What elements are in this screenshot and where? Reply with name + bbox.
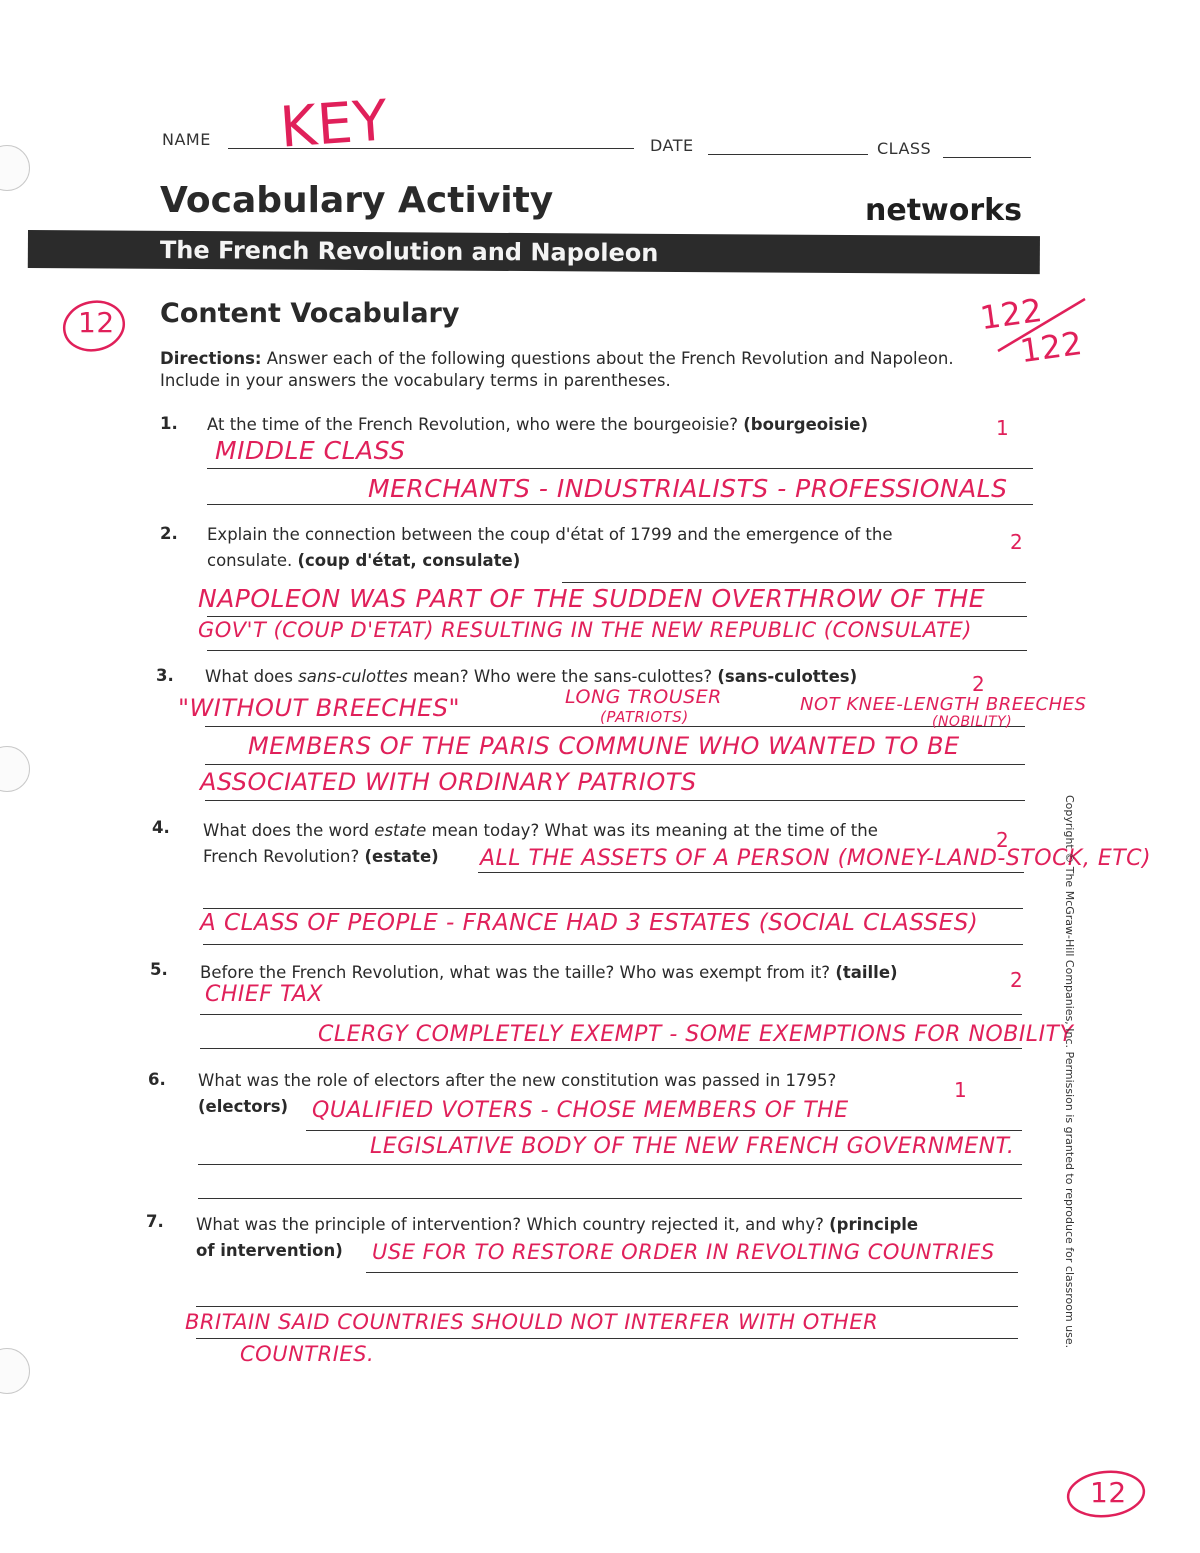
directions-label: Directions: [160,349,262,368]
copyright-text: Copyright © The McGraw-Hill Companies, Inc. Permission is granted to reproduce for classroom use. [1063,795,1076,1349]
score-denominator: 122 [1017,323,1085,371]
page-title: Vocabulary Activity [160,180,554,221]
answer-line [198,1164,1022,1165]
answer-text: MEMBERS OF THE PARIS COMMUNE WHO WANTED TO BE [248,732,960,760]
question-number: 2. [160,524,178,543]
question-line: At the time of the French Revolution, who were the bourgeoisie? [207,415,744,434]
question-line: What was the principle of intervention? Which country rejected it, and why? [196,1215,830,1234]
question-line: What does the word [203,821,375,840]
answer-line [562,582,1026,583]
directions [160,348,980,392]
answer-line [306,1130,1022,1131]
answer-text: ASSOCIATED WITH ORDINARY PATRIOTS [200,768,697,796]
question-term: of intervention) [196,1241,343,1260]
answer-text: MERCHANTS - INDUSTRIALISTS - PROFESSIONALS [368,474,1008,503]
question-number: 1. [160,414,178,433]
date-line [708,154,868,155]
answer-line [198,1198,1022,1199]
question-line: mean today? What was its meaning at the time of the [426,821,878,840]
question-term: (taille) [835,963,898,982]
answer-line [205,764,1025,765]
answer-text: BRITAIN SAID COUNTRIES SHOULD NOT INTERFER WITH OTHER [185,1310,879,1334]
chapter-title: The French Revolution and Napoleon [159,236,659,268]
answer-line [366,1272,1018,1273]
section-title: Content Vocabulary [160,298,460,329]
punch-hole [0,145,30,191]
question-term: (sans-culottes) [717,667,858,686]
class-label: CLASS [877,139,932,158]
question-points: 2 [1010,530,1023,554]
name-label: NAME [162,130,211,149]
question-line: What was the role of electors after the new constitution was passed in 1795? [198,1071,837,1090]
answer-text: (PATRIOTS) [600,708,689,726]
question-text [205,664,857,690]
directions-text: Answer each of the following questions about the French Revolution and Napoleon. Include in your answers the vocabulary terms in parentheses. [160,349,954,390]
score-numerator: 122 [977,290,1045,338]
score-top-value: 12 [78,306,115,339]
brand-logo: networks [865,193,1022,228]
question-text [207,522,1007,574]
question-text [207,412,868,438]
answer-line [196,1338,1018,1339]
answer-line [200,1014,1022,1015]
answer-line [478,872,1024,873]
question-term: (bourgeoisie) [743,415,869,434]
answer-text: USE FOR TO RESTORE ORDER IN REVOLTING COUNTRIES [372,1240,995,1264]
answer-text: LONG TROUSER [565,686,722,708]
question-line: consulate. [207,551,298,570]
class-line [943,157,1031,158]
answer-text: GOV'T (COUP D'ETAT) RESULTING IN THE NEW REPUBLIC (CONSULATE) [198,618,972,642]
answer-line [203,908,1023,909]
answer-text: A CLASS OF PEOPLE - FRANCE HAD 3 ESTATES (SOCIAL CLASSES) [200,910,979,936]
question-points: 2 [972,672,985,696]
question-number: 7. [146,1212,164,1231]
score-bottom-value: 12 [1090,1476,1127,1509]
question-points: 2 [1010,968,1023,992]
question-points: 1 [996,416,1009,440]
question-italic-term: sans-culottes [298,667,408,686]
question-number: 6. [148,1070,166,1089]
question-points: 2 [996,828,1009,852]
answer-line [205,726,1025,727]
answer-line [207,504,1033,505]
answer-line [207,468,1033,469]
answer-text: CHIEF TAX [205,982,323,1007]
question-line: Before the French Revolution, what was the taille? Who was exempt from it? [200,963,836,982]
question-line: French Revolution? [203,847,365,866]
answer-line [205,800,1025,801]
answer-line [207,650,1027,651]
answer-text: (NOBILITY) [932,714,1013,730]
question-term: (electors) [198,1097,289,1116]
answer-text: MIDDLE CLASS [215,436,406,465]
question-term: (estate) [364,847,439,866]
date-label: DATE [650,136,694,155]
answer-line [196,1306,1018,1307]
answer-text: NOT KNEE-LENGTH BREECHES [800,694,1087,715]
question-number: 5. [150,960,168,979]
answer-text: NAPOLEON WAS PART OF THE SUDDEN OVERTHROW OF THE [198,584,986,613]
answer-text: ALL THE ASSETS OF A PERSON (MONEY-LAND-STOCK, ETC) [480,846,1152,871]
punch-hole [0,1348,30,1394]
question-term: (principle [829,1215,919,1234]
punch-hole [0,746,30,792]
answer-text: COUNTRIES. [240,1342,375,1366]
question-points: 1 [954,1078,967,1102]
answer-text: CLERGY COMPLETELY EXEMPT - SOME EXEMPTIONS FOR NOBILITY [318,1022,1074,1047]
answer-line [200,1048,1022,1049]
question-italic-term: estate [374,821,427,840]
question-term: (coup d'état, consulate) [297,551,521,570]
answer-text: "WITHOUT BREECHES" [178,694,461,722]
name-handwritten: KEY [277,88,390,161]
copyright-notice [1062,795,1082,1365]
question-number: 4. [152,818,170,837]
question-line: mean? Who were the sans-culottes? [407,667,718,686]
question-line: What does [205,667,299,686]
answer-text: LEGISLATIVE BODY OF THE NEW FRENCH GOVERNMENT. [370,1134,1015,1159]
question-line: Explain the connection between the coup d'état of 1799 and the emergence of the [207,525,893,544]
answer-text: QUALIFIED VOTERS - CHOSE MEMBERS OF THE [312,1098,849,1123]
answer-line [207,616,1027,617]
answer-line [203,944,1023,945]
question-number: 3. [156,666,174,685]
